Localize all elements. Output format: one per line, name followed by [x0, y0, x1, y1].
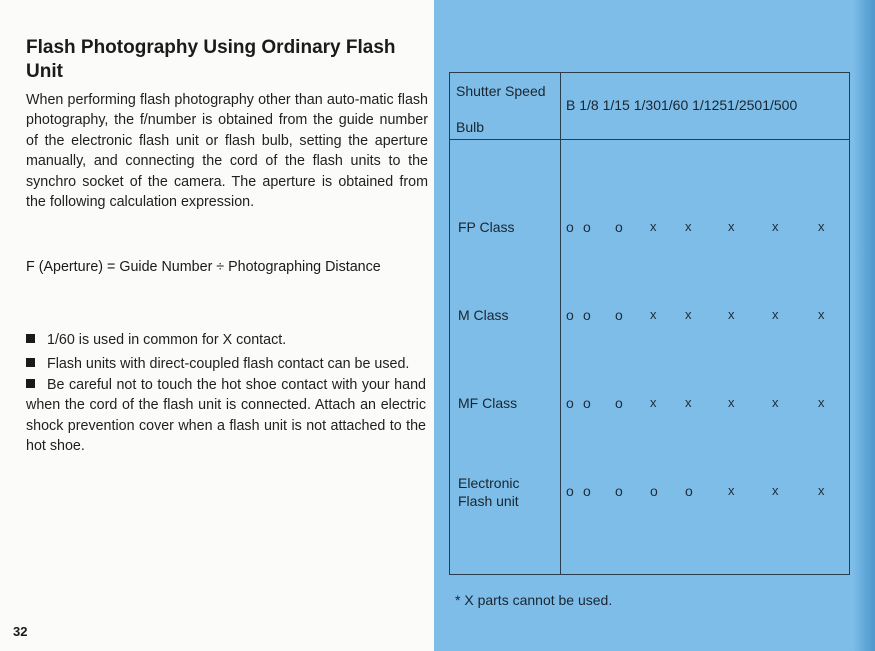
speed-1-8: 1/8	[579, 97, 599, 113]
square-bullet-icon	[26, 334, 35, 343]
shutter-speed-values	[566, 97, 797, 113]
bullet-item: 1/60 is used in common for X contact.	[26, 330, 426, 350]
usable-mark: o	[615, 483, 623, 499]
usable-mark: o	[615, 307, 623, 323]
usable-mark: o	[566, 395, 574, 411]
not-usable-mark: x	[728, 483, 735, 498]
usable-mark: o	[583, 483, 591, 499]
usable-mark: o	[583, 395, 591, 411]
not-usable-mark: x	[650, 219, 657, 234]
usable-mark: o	[566, 483, 574, 499]
usable-mark: o	[615, 219, 623, 235]
not-usable-mark: x	[650, 395, 657, 410]
row-label-mf-class: MF Class	[458, 395, 518, 411]
shutter-speed-table	[449, 72, 850, 575]
row-label-m-class: M Class	[458, 307, 509, 323]
square-bullet-icon	[26, 358, 35, 367]
not-usable-mark: x	[772, 307, 779, 322]
usable-mark: o	[685, 483, 693, 499]
not-usable-mark: x	[772, 483, 779, 498]
label-column-divider	[560, 73, 561, 574]
row-label-electronic-flash: Electronic Flash unit	[458, 475, 520, 509]
footnote: * X parts cannot be used.	[455, 592, 613, 608]
usable-mark: o	[583, 307, 591, 323]
not-usable-mark: x	[772, 395, 779, 410]
not-usable-mark: x	[728, 307, 735, 322]
usable-mark: o	[583, 219, 591, 235]
aperture-formula: F (Aperture) = Guide Number ÷ Photographing Distance	[26, 259, 381, 275]
square-bullet-icon	[26, 379, 35, 388]
speed-1-15: 1/15	[602, 97, 630, 113]
usable-mark: o	[566, 307, 574, 323]
not-usable-mark: x	[685, 395, 692, 410]
not-usable-mark: x	[685, 219, 692, 234]
page-number: 32	[13, 624, 28, 639]
usable-mark: o	[615, 395, 623, 411]
page-title: Flash Photography Using Ordinary Flash Unit	[26, 37, 396, 82]
bullet-list	[26, 330, 426, 456]
bullet-item: Flash units with direct-coupled flash contact can be used.	[26, 354, 426, 374]
not-usable-mark: x	[818, 219, 825, 234]
speed-b: B	[566, 97, 576, 113]
not-usable-mark: x	[818, 483, 825, 498]
left-page	[0, 0, 434, 651]
header-shutter-speed: Shutter Speed	[456, 83, 546, 99]
speed-1-500: 1/500	[762, 97, 798, 113]
page-edge-shadow	[853, 0, 875, 651]
not-usable-mark: x	[818, 395, 825, 410]
bullet-item: Be careful not to touch the hot shoe contact with your hand when the cord of the flash unit is connected. Attach an electric shock prevention cover when a flash unit is not attached to the hot shoe.	[26, 376, 426, 455]
usable-mark: o	[566, 219, 574, 235]
not-usable-mark: x	[650, 307, 657, 322]
not-usable-mark: x	[728, 219, 735, 234]
not-usable-mark: x	[818, 307, 825, 322]
header-bulb: Bulb	[456, 119, 485, 135]
not-usable-mark: x	[772, 219, 779, 234]
row-label-fp-class: FP Class	[458, 219, 515, 235]
not-usable-mark: x	[685, 307, 692, 322]
intro-paragraph: When performing flash photography other than auto-matic flash photography, the f/number is obtained from the guide number of the electronic flash unit or flash bulb, setting the aperture manually, and connecting the cord of the flash units to the synchro socket of the camera. The aperture is obtained from the following calculation expression.	[26, 92, 428, 211]
speed-1-60: 1/60	[660, 97, 689, 113]
header-divider	[450, 139, 849, 140]
speed-1-125: 1/125	[692, 97, 728, 113]
speed-1-250: 1/250	[727, 97, 763, 113]
not-usable-mark: x	[728, 395, 735, 410]
usable-mark: o	[650, 483, 658, 499]
speed-1-30: 1/30	[633, 97, 661, 113]
